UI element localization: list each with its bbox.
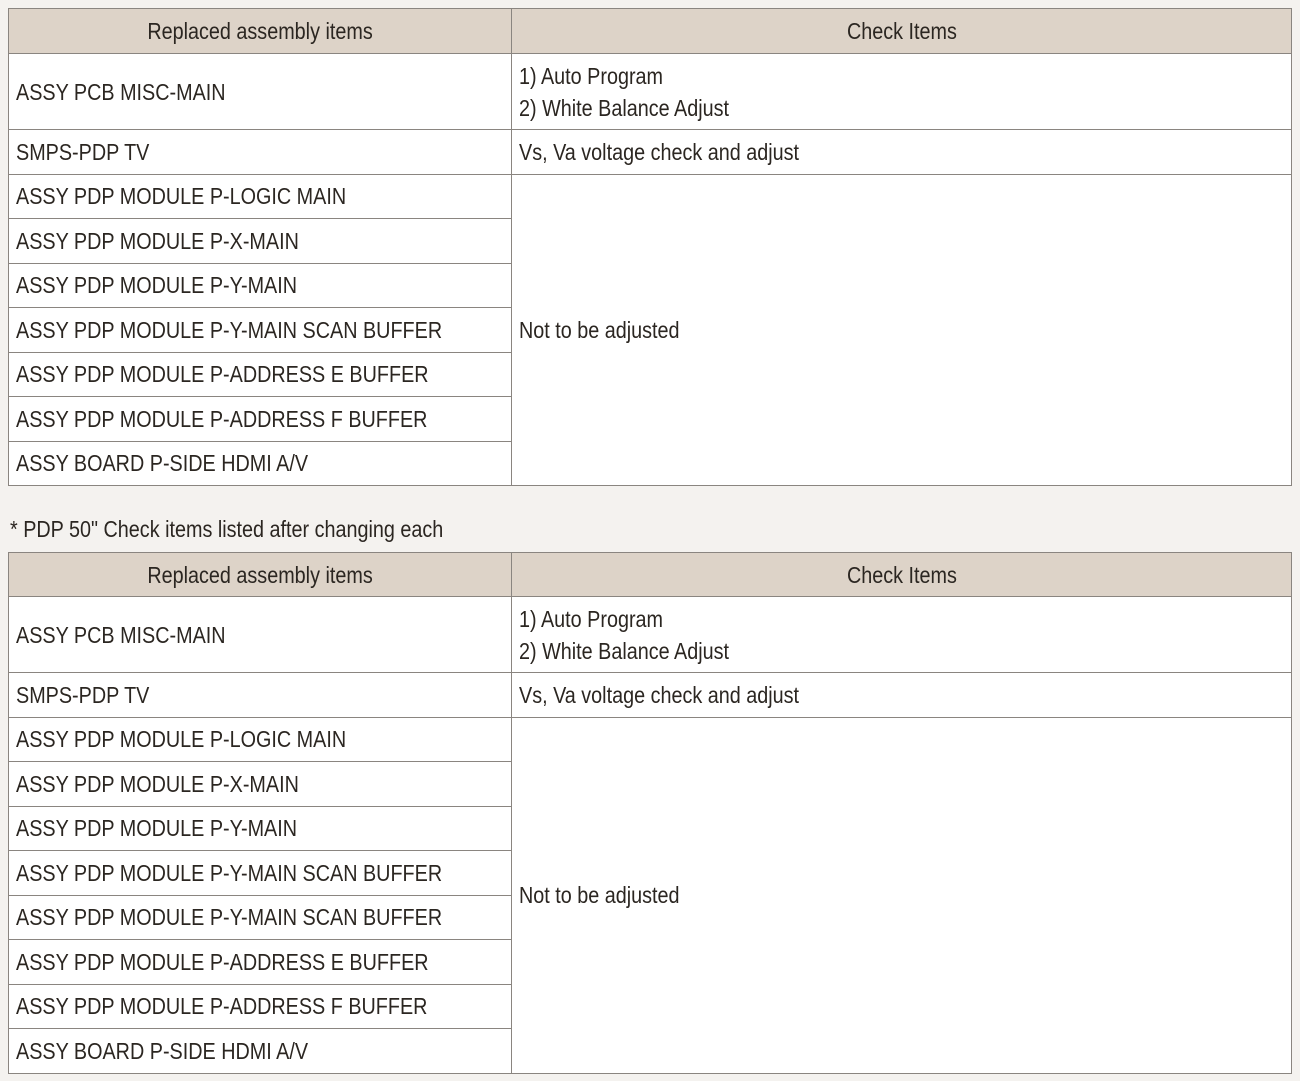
- assembly-item-cell: SMPS-PDP TV: [9, 130, 512, 175]
- assembly-item-cell: ASSY PDP MODULE P-ADDRESS E BUFFER: [9, 352, 512, 397]
- check-items-table-2: [8, 552, 1292, 1074]
- assembly-item-cell: ASSY PDP MODULE P-Y-MAIN: [9, 263, 512, 308]
- assembly-item-cell: ASSY PDP MODULE P-ADDRESS F BUFFER: [9, 984, 512, 1029]
- check-item-cell: [512, 54, 1292, 130]
- assembly-item-cell: ASSY BOARD P-SIDE HDMI A/V: [9, 441, 512, 486]
- table-row: [9, 130, 1292, 175]
- check-step-2: 2) White Balance Adjust: [519, 637, 730, 664]
- check-step-1: 1) Auto Program: [519, 62, 664, 89]
- assembly-item-cell: ASSY PDP MODULE P-X-MAIN: [9, 762, 512, 807]
- check-item-merged-cell: Not to be adjusted: [512, 174, 1292, 486]
- assembly-item-cell: ASSY BOARD P-SIDE HDMI A/V: [9, 1029, 512, 1074]
- header-replaced-assembly-items: Replaced assembly items: [9, 553, 512, 597]
- table-row: [9, 673, 1292, 718]
- assembly-item-cell: ASSY PDP MODULE P-Y-MAIN SCAN BUFFER: [9, 895, 512, 940]
- assembly-item-cell: ASSY PDP MODULE P-ADDRESS E BUFFER: [9, 940, 512, 985]
- header-check-items: Check Items: [512, 553, 1292, 597]
- header-replaced-assembly-items: Replaced assembly items: [9, 9, 512, 54]
- assembly-item-cell: ASSY PDP MODULE P-Y-MAIN SCAN BUFFER: [9, 851, 512, 896]
- assembly-item-cell: SMPS-PDP TV: [9, 673, 512, 718]
- assembly-item-cell: ASSY PDP MODULE P-Y-MAIN: [9, 806, 512, 851]
- table-caption: * PDP 50" Check items listed after changing each: [10, 516, 444, 542]
- table-row: [9, 174, 1292, 219]
- check-items-table-1: [8, 8, 1292, 486]
- table-row: [9, 717, 1292, 762]
- check-step-2: 2) White Balance Adjust: [519, 94, 730, 121]
- table-header-row: [9, 9, 1292, 54]
- check-item-cell: Vs, Va voltage check and adjust: [512, 673, 1292, 718]
- check-item-merged-cell: Not to be adjusted: [512, 717, 1292, 1073]
- check-item-cell: [512, 597, 1292, 673]
- assembly-item-cell: ASSY PDP MODULE P-Y-MAIN SCAN BUFFER: [9, 308, 512, 353]
- table-row: [9, 597, 1292, 673]
- header-check-items: Check Items: [512, 9, 1292, 54]
- assembly-item-cell: ASSY PDP MODULE P-LOGIC MAIN: [9, 717, 512, 762]
- table-header-row: [9, 553, 1292, 597]
- check-item-cell: Vs, Va voltage check and adjust: [512, 130, 1292, 175]
- assembly-item-cell: ASSY PDP MODULE P-X-MAIN: [9, 219, 512, 264]
- assembly-item-cell: ASSY PDP MODULE P-ADDRESS F BUFFER: [9, 397, 512, 442]
- assembly-item-cell: ASSY PDP MODULE P-LOGIC MAIN: [9, 174, 512, 219]
- check-step-1: 1) Auto Program: [519, 605, 664, 632]
- assembly-item-cell: ASSY PCB MISC-MAIN: [9, 54, 512, 130]
- assembly-item-cell: ASSY PCB MISC-MAIN: [9, 597, 512, 673]
- table-row: [9, 54, 1292, 130]
